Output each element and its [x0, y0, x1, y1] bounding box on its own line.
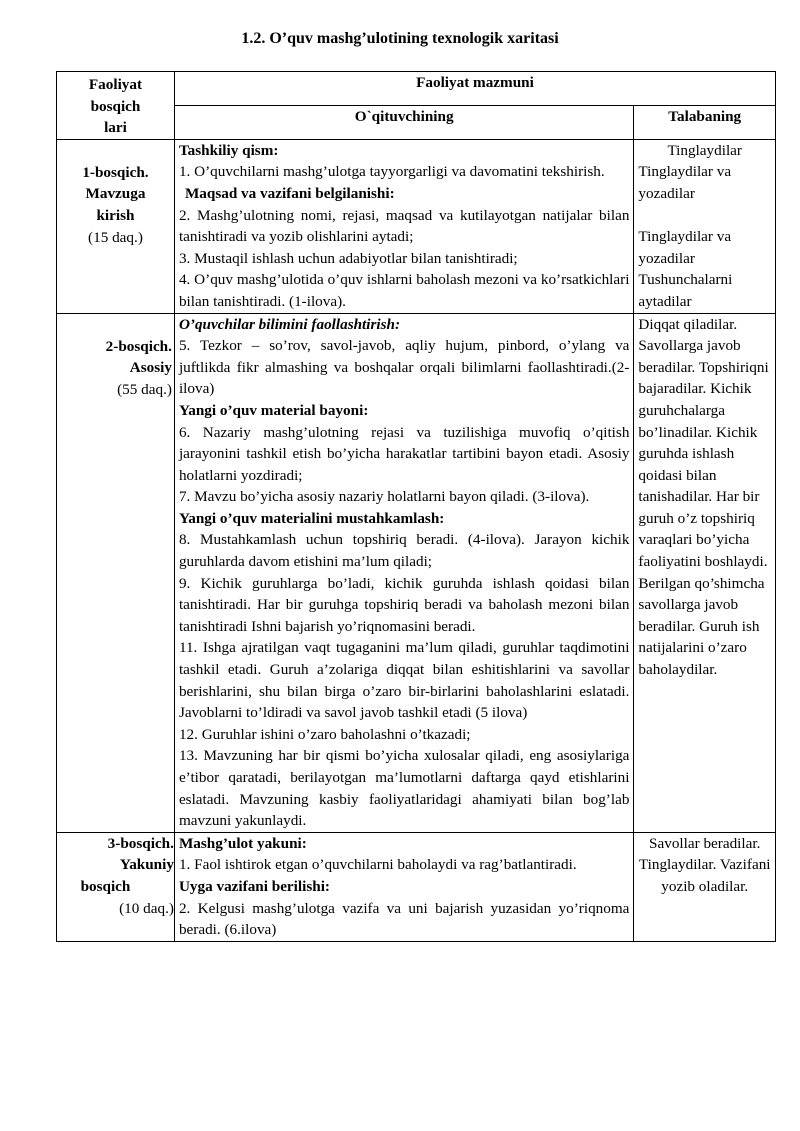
header-teacher: O`qituvchining — [174, 105, 633, 139]
teacher-item: 7. Mavzu bo’yicha asosiy nazariy holatlarni bayon qiladi. (3-ilova). — [178, 488, 590, 506]
technology-map-table — [56, 71, 776, 942]
section-heading: Tashkiliy qism: — [178, 141, 279, 159]
stage-sub: Mavzuga — [85, 185, 146, 203]
teacher-item: 3. Mustaqil ishlash uchun adabiyotlar bilan tanishtiradi; — [178, 249, 518, 267]
student-item: Savollar beradilar. Tinglaydilar. Vazifani yozib oladilar. — [638, 834, 771, 895]
teacher-cell — [174, 313, 633, 832]
stage-sub: kirish — [96, 206, 135, 224]
stage-name: 3-bosqich. — [107, 834, 174, 852]
stage-time: (10 daq.) — [119, 899, 174, 917]
stage-cell — [57, 139, 175, 313]
teacher-item: 1. O’quvchilarni mashg’ulotga tayyorgarligi va davomatini tekshirish. — [178, 163, 605, 181]
teacher-item: 8. Mustahkamlash uchun topshiriq beradi. (4-ilova). Jarayon kichik guruhlarda davom etishini ma’lum qiladi; — [178, 531, 630, 571]
teacher-item: 1. Faol ishtirok etgan o’quvchilarni baholaydi va rag’batlantiradi. — [178, 856, 577, 874]
stage-row — [57, 313, 776, 832]
page-title: 1.2. O’quv mashg’ulotining texnologik xaritasi — [241, 30, 559, 47]
teacher-item: 2. Mashg’ulotning nomi, rejasi, maqsad va kutilayotgan natijalar bilan tanishtiradi va yozib olishlarini aytadi; — [178, 206, 630, 246]
stage-row — [57, 832, 776, 941]
section-heading: Maqsad va vazifani belgilanishi: — [184, 184, 395, 202]
student-cell — [634, 313, 776, 832]
stage-name: 1-bosqich. — [82, 163, 149, 181]
teacher-cell — [174, 832, 633, 941]
teacher-item: 5. Tezkor – so’rov, savol-javob, aqliy hujum, pinbord, o’ylang va juftlikda fikr almashing va boshqalar orqali bilimlarni faollashtiradi.(2-ilova) — [178, 337, 630, 398]
stage-sub: Yakuniy — [119, 856, 174, 874]
section-heading: O’quvchilar bilimini faollashtirish: — [178, 315, 401, 333]
stage-sub: Asosiy — [129, 359, 172, 377]
student-item: Tinglaydilar — [667, 141, 742, 159]
stage-row — [57, 139, 776, 313]
student-item: Tinglaydilar va yozadilar — [638, 163, 732, 202]
teacher-item: 4. O’quv mashg’ulotida o’quv ishlarni baholash mezoni va ko’rsatkichlari bilan tanishtiradi. (1-ilova). — [178, 271, 630, 310]
student-cell — [634, 139, 776, 313]
teacher-item: 9. Kichik guruhlarga bo’ladi, kichik guruhda ishlash qoidasi bilan tanishtiradi. Har bir guruhga topshiriq beradi va baholash mezoni bilan tanishtiradi Ishni bajarish yo’riqnomasini beradi. — [178, 574, 630, 635]
stage-sub: bosqich — [80, 877, 131, 895]
header-stage-line: bosqich — [90, 97, 141, 115]
student-cell — [634, 832, 776, 941]
teacher-item: 12. Guruhlar ishini o’zaro baholashni o’tkazadi; — [178, 725, 471, 743]
student-item: Tinglaydilar va yozadilar Tushunchalarni aytadilar — [638, 228, 733, 310]
section-heading: Yangi o’quv material bayoni: — [178, 401, 369, 419]
teacher-item: 6. Nazariy mashg’ulotning rejasi va tuzilishiga muvofiq o’qitish jarayonini tashkil etish bo’yicha harakatlar tartibini bayon etadi. Asosiy holatlarni yozdiradi; — [178, 423, 630, 484]
stage-time: (15 daq.) — [88, 228, 143, 246]
teacher-item: 11. Ishga ajratilgan vaqt tugaganini ma’lum qiladi, guruhlar taqdimotini tashkil etadi. Guruh a’zolariga diqqat bilan eshitishlarini va savollar berishlarini, shu bilan birga o’zaro bir-birlarini baholashlarini eslatadi. Javoblarni to’ldiradi va savol javob tashkil etadi (5 ilova) — [178, 639, 630, 722]
teacher-cell — [174, 139, 633, 313]
teacher-item: 13. Mavzuning har bir qismi bo’yicha xulosalar qiladi, eng asosiylariga e’tibor qaratadi, berilayotgan ma’lumotlarni daftarga qayd etishlarini eslatadi. Mavzuning kasbiy faoliyatlaridagi ahamiyati bilan bog’lab mavzuni yakunlaydi. — [178, 747, 630, 830]
header-student: Talabaning — [634, 105, 776, 139]
stage-cell — [57, 832, 175, 941]
header-stage — [57, 72, 175, 140]
header-stage-line: lari — [104, 119, 127, 137]
stage-name: 2-bosqich. — [105, 337, 172, 355]
header-content: Faoliyat mazmuni — [174, 72, 775, 106]
section-heading: Uyga vazifani berilishi: — [178, 877, 330, 895]
header-stage-line: Faoliyat — [88, 76, 143, 93]
section-heading: Mashg’ulot yakuni: — [178, 834, 307, 852]
stage-cell — [57, 313, 175, 832]
teacher-item: 2. Kelgusi mashg’ulotga vazifa va uni bajarish yuzasidan yo’riqnoma beradi. (6.ilova) — [178, 899, 630, 939]
student-spacer — [638, 205, 771, 227]
header-row-1 — [57, 72, 776, 106]
stage-time: (55 daq.) — [117, 380, 172, 398]
section-heading: Yangi o’quv materialini mustahkamlash: — [178, 509, 445, 527]
student-item: Diqqat qiladilar. Savollarga javob beradilar. Topshiriqni bajaradilar. Kichik guruhchalarga bo’linadilar. Kichik guruhda ishlash qoidasi bilan tanishadilar. Har bir guruh o’z topshiriq varaqlari bo’yicha faoliyatini boshlaydi. Berilgan qo’shimcha savollarga javob beradilar. Guruh ish natijalarini o’zaro baholaydilar. — [638, 315, 769, 679]
